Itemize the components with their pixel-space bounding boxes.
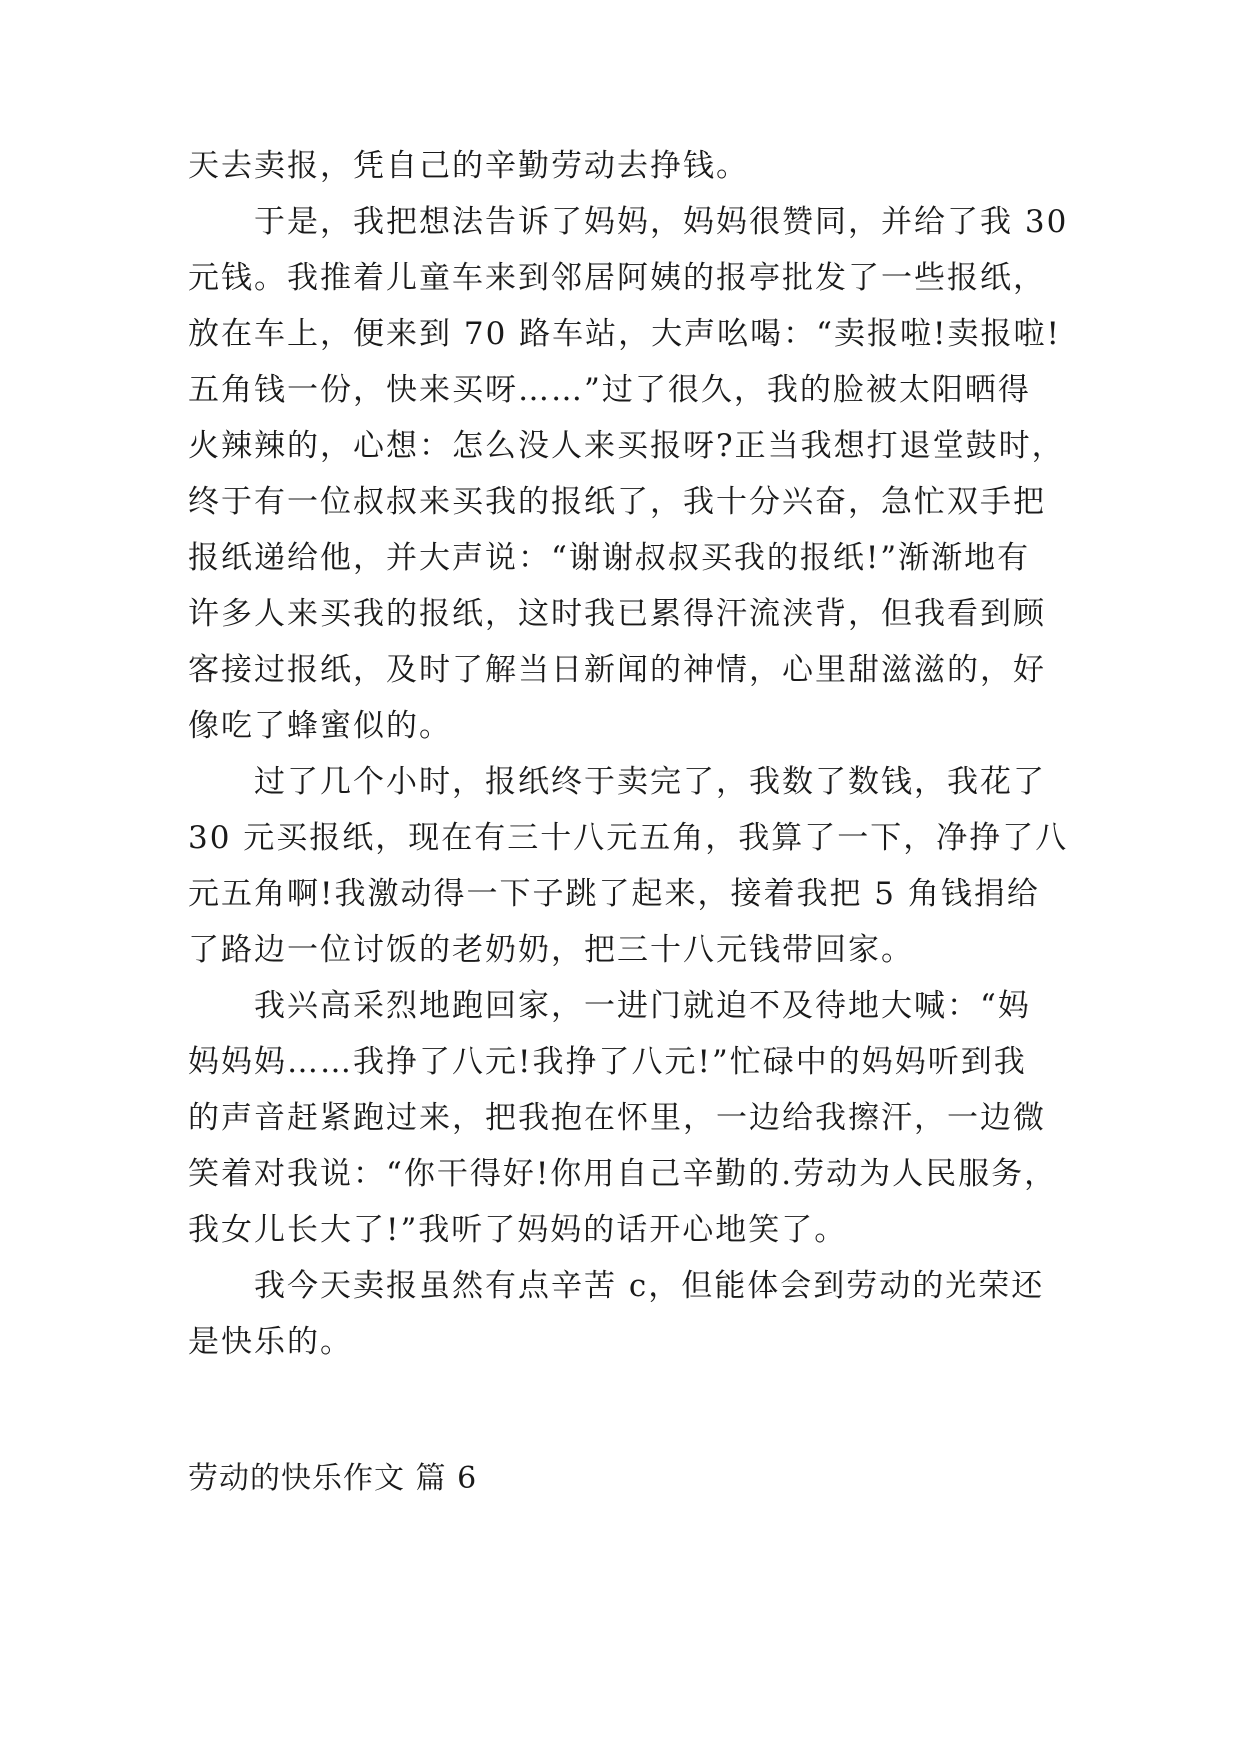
text-line: 我女儿长大了!”我听了妈妈的话开心地笑了。 <box>188 1212 848 1248</box>
text-line: 我今天卖报虽然有点辛苦 c，但能体会到劳动的光荣还 <box>188 1268 1045 1304</box>
text-line: 我兴高采烈地跑回家，一进门就迫不及待地大喊：“妈 <box>188 988 1031 1024</box>
text-line: 像吃了蜂蜜似的。 <box>188 708 452 744</box>
section-heading: 劳动的快乐作文 篇 6 <box>188 1461 478 1496</box>
text-line: 30 元买报纸，现在有三十八元五角，我算了一下，净挣了八 <box>188 820 1069 856</box>
text-line: 许多人来买我的报纸，这时我已累得汗流浃背，但我看到顾 <box>188 596 1046 632</box>
text-line: 元五角啊!我激动得一下子跳了起来，接着我把 5 角钱捐给 <box>188 876 1040 912</box>
text-line: 是快乐的。 <box>188 1324 353 1360</box>
text-line: 终于有一位叔叔来买我的报纸了，我十分兴奋，急忙双手把 <box>188 484 1046 520</box>
text-line: 过了几个小时，报纸终于卖完了，我数了数钱，我花了 <box>188 764 1046 800</box>
text-line: 火辣辣的，心想：怎么没人来买报呀?正当我想打退堂鼓时， <box>188 428 1065 464</box>
text-line: 放在车上，便来到 70 路车站，大声吆喝：“卖报啦!卖报啦! <box>188 316 1061 352</box>
text-line: 的声音赶紧跑过来，把我抱在怀里，一边给我擦汗，一边微 <box>188 1100 1046 1136</box>
text-line: 五角钱一份，快来买呀……”过了很久，我的脸被太阳晒得 <box>188 372 1031 408</box>
text-line: 笑着对我说：“你干得好!你用自己辛勤的.劳动为人民服务， <box>188 1156 1058 1192</box>
text-line: 于是，我把想法告诉了妈妈，妈妈很赞同，并给了我 30 <box>188 204 1069 240</box>
text-line: 了路边一位讨饭的老奶奶，把三十八元钱带回家。 <box>188 932 914 968</box>
text-line: 妈妈妈……我挣了八元!我挣了八元!”忙碌中的妈妈听到我 <box>188 1044 1027 1080</box>
text-line: 客接过报纸，及时了解当日新闻的神情，心里甜滋滋的，好 <box>188 652 1046 688</box>
text-line: 报纸递给他，并大声说：“谢谢叔叔买我的报纸!”渐渐地有 <box>188 540 1031 576</box>
text-line: 元钱。我推着儿童车来到邻居阿姨的报亭批发了一些报纸， <box>188 260 1046 296</box>
text-line: 天去卖报，凭自己的辛勤劳动去挣钱。 <box>188 148 749 184</box>
